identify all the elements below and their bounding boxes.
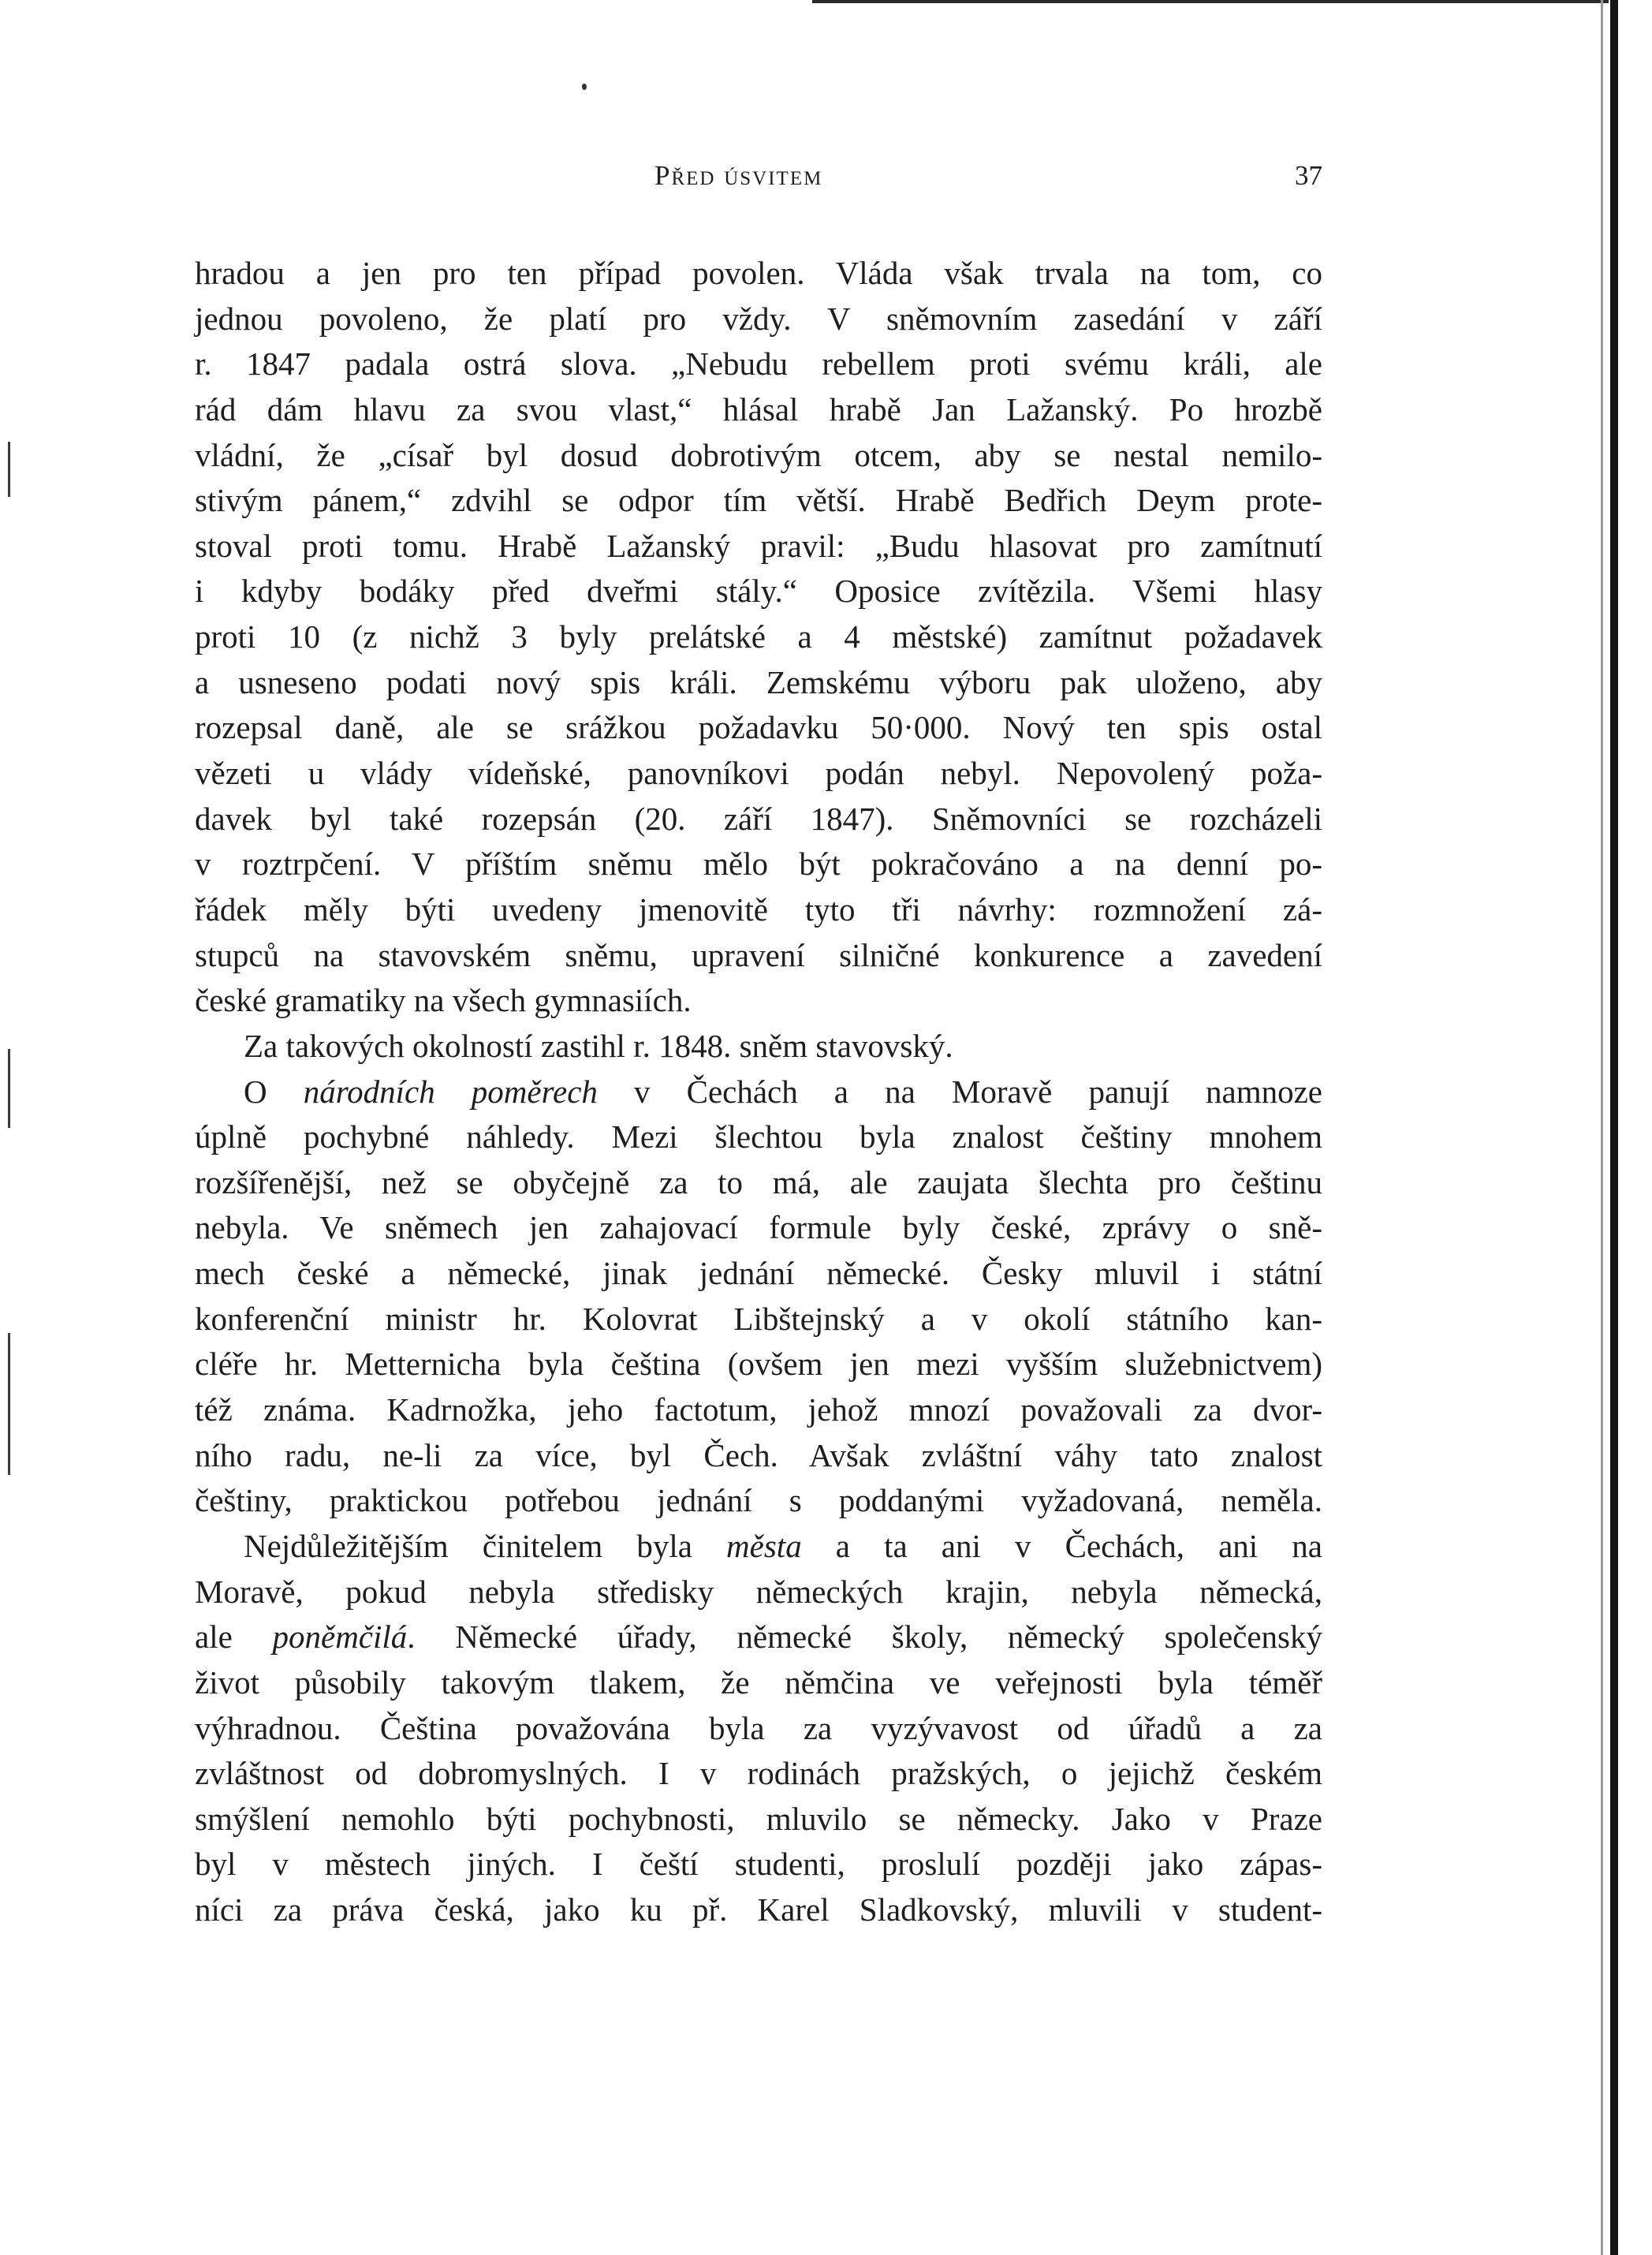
- text-line: rozepsal daně, ale se srážkou požadavku 50·000. Nový ten spis ostal: [195, 709, 1322, 746]
- text-line: Moravě, pokud nebyla středisky německých krajin, nebyla německá,: [195, 1573, 1322, 1610]
- text-line: úplně pochybné náhledy. Mezi šlechtou byla znalost češtiny mnohem: [195, 1118, 1322, 1156]
- text-line: jednou povoleno, že platí pro vždy. V sněmovním zasedání v září: [195, 300, 1322, 337]
- text-line: zvláštnost od dobromyslných. I v rodinách pražských, o jejichž českém: [195, 1755, 1322, 1792]
- margin-mark: [8, 1333, 10, 1475]
- text-line: byl v městech jiných. I čeští studenti, proslulí později jako zápas-: [195, 1846, 1322, 1883]
- running-head: [195, 160, 1322, 207]
- text-line: řádek měly býti uvedeny jmenovitě tyto tři návrhy: rozmnožení zá-: [195, 890, 1322, 928]
- text-line: Nejdůležitějším činitelem byla města a ta ani v Čechách, ani na: [244, 1527, 1322, 1564]
- body-text: [195, 251, 1322, 1933]
- text-line: vězeti u vlády vídeňské, panovníkovi podán nebyl. Nepovolený poža-: [195, 755, 1322, 792]
- top-edge-rule: [812, 0, 1609, 3]
- emphasis: poněmčilá: [272, 1618, 408, 1656]
- text-line: češtiny, praktickou potřebou jednání s poddanými vyžadovaná, neměla.: [195, 1482, 1322, 1519]
- text-line: rád dám hlavu za svou vlast,“ hlásal hrabě Jan Lažanský. Po hrozbě: [195, 390, 1322, 427]
- text-line: níci za práva česká, jako ku př. Karel Sladkovský, mluvili v student-: [195, 1891, 1322, 1928]
- margin-mark: [8, 1049, 10, 1128]
- ink-speck: [582, 84, 587, 90]
- text-line: Za takových okolností zastihl r. 1848. sněm stavovský.: [244, 1027, 953, 1064]
- text-line: rozšířenější, než se obyčejně za to má, ale zaujata šlechta pro češtinu: [195, 1163, 1322, 1200]
- text-line: konferenční ministr hr. Kolovrat Libštejnský a v okolí státního kan-: [195, 1300, 1322, 1337]
- binding-edge: [1610, 0, 1618, 2255]
- page-number: 37: [1295, 160, 1322, 191]
- text-line: r. 1847 padala ostrá slova. „Nebudu rebellem proti svému králi, ale: [195, 345, 1322, 383]
- text-line: vládní, že „císař byl dosud dobrotivým otcem, aby se nestal nemilo-: [195, 436, 1322, 473]
- text-line: české gramatiky na všech gymnasiích.: [195, 982, 692, 1019]
- text-line: davek byl také rozepsán (20. září 1847). Sněmovníci se rozcházeli: [195, 800, 1322, 837]
- text-line: i kdyby bodáky před dveřmi stály.“ Oposice zvítězila. Všemi hlasy: [195, 573, 1322, 610]
- text-line: O národních poměrech v Čechách a na Moravě panují namnoze: [244, 1073, 1322, 1110]
- text-line: hradou a jen pro ten případ povolen. Vláda však trvala na tom, co: [195, 255, 1322, 291]
- text-line: mech české a německé, jinak jednání německé. Česky mluvil i státní: [195, 1255, 1322, 1292]
- text-line: cléře hr. Metternicha byla čeština (ovšem jen mezi vyšším služebnictvem): [195, 1346, 1322, 1383]
- text-line: ale poněmčilá. Německé úřady, německé školy, německý společenský: [195, 1618, 1322, 1656]
- margin-mark: [8, 442, 10, 497]
- text-line: též známa. Kadrnožka, jeho factotum, jehož mnozí považovali za dvor-: [195, 1391, 1322, 1428]
- binding-edge-inner: [1601, 0, 1603, 2255]
- text-line: proti 10 (z nichž 3 byly prelátské a 4 městské) zamítnut požadavek: [195, 618, 1322, 655]
- text-line: ního radu, ne-li za více, byl Čech. Avšak zvláštní váhy tato znalost: [195, 1436, 1322, 1473]
- running-title: Před úsvitem: [654, 160, 823, 191]
- text-line: a usneseno podati nový spis králi. Zemskému výboru pak uloženo, aby: [195, 663, 1322, 700]
- text-line: nebyla. Ve sněmech jen zahajovací formule byly české, zprávy o sně-: [195, 1209, 1322, 1246]
- text-line: v roztrpčení. V příštím sněmu mělo být pokračováno a na denní po-: [195, 846, 1322, 883]
- emphasis: města: [726, 1527, 802, 1564]
- text-line: stupců na stavovském sněmu, upravení silničné konkurence a zavedení: [195, 936, 1322, 973]
- text-line: stoval proti tomu. Hrabě Lažanský pravil: „Budu hlasovat pro zamítnutí: [195, 527, 1322, 564]
- emphasis: národních poměrech: [303, 1073, 598, 1110]
- text-line: výhradnou. Čeština považována byla za vyzývavost od úřadů a za: [195, 1709, 1322, 1746]
- text-line: smýšlení nemohlo býti pochybnosti, mluvilo se německy. Jako v Praze: [195, 1800, 1322, 1837]
- text-line: život působily takovým tlakem, že němčina ve veřejnosti byla téměř: [195, 1663, 1322, 1701]
- text-line: stivým pánem,“ zdvihl se odpor tím větší. Hrabě Bedřich Deym prote-: [195, 482, 1322, 519]
